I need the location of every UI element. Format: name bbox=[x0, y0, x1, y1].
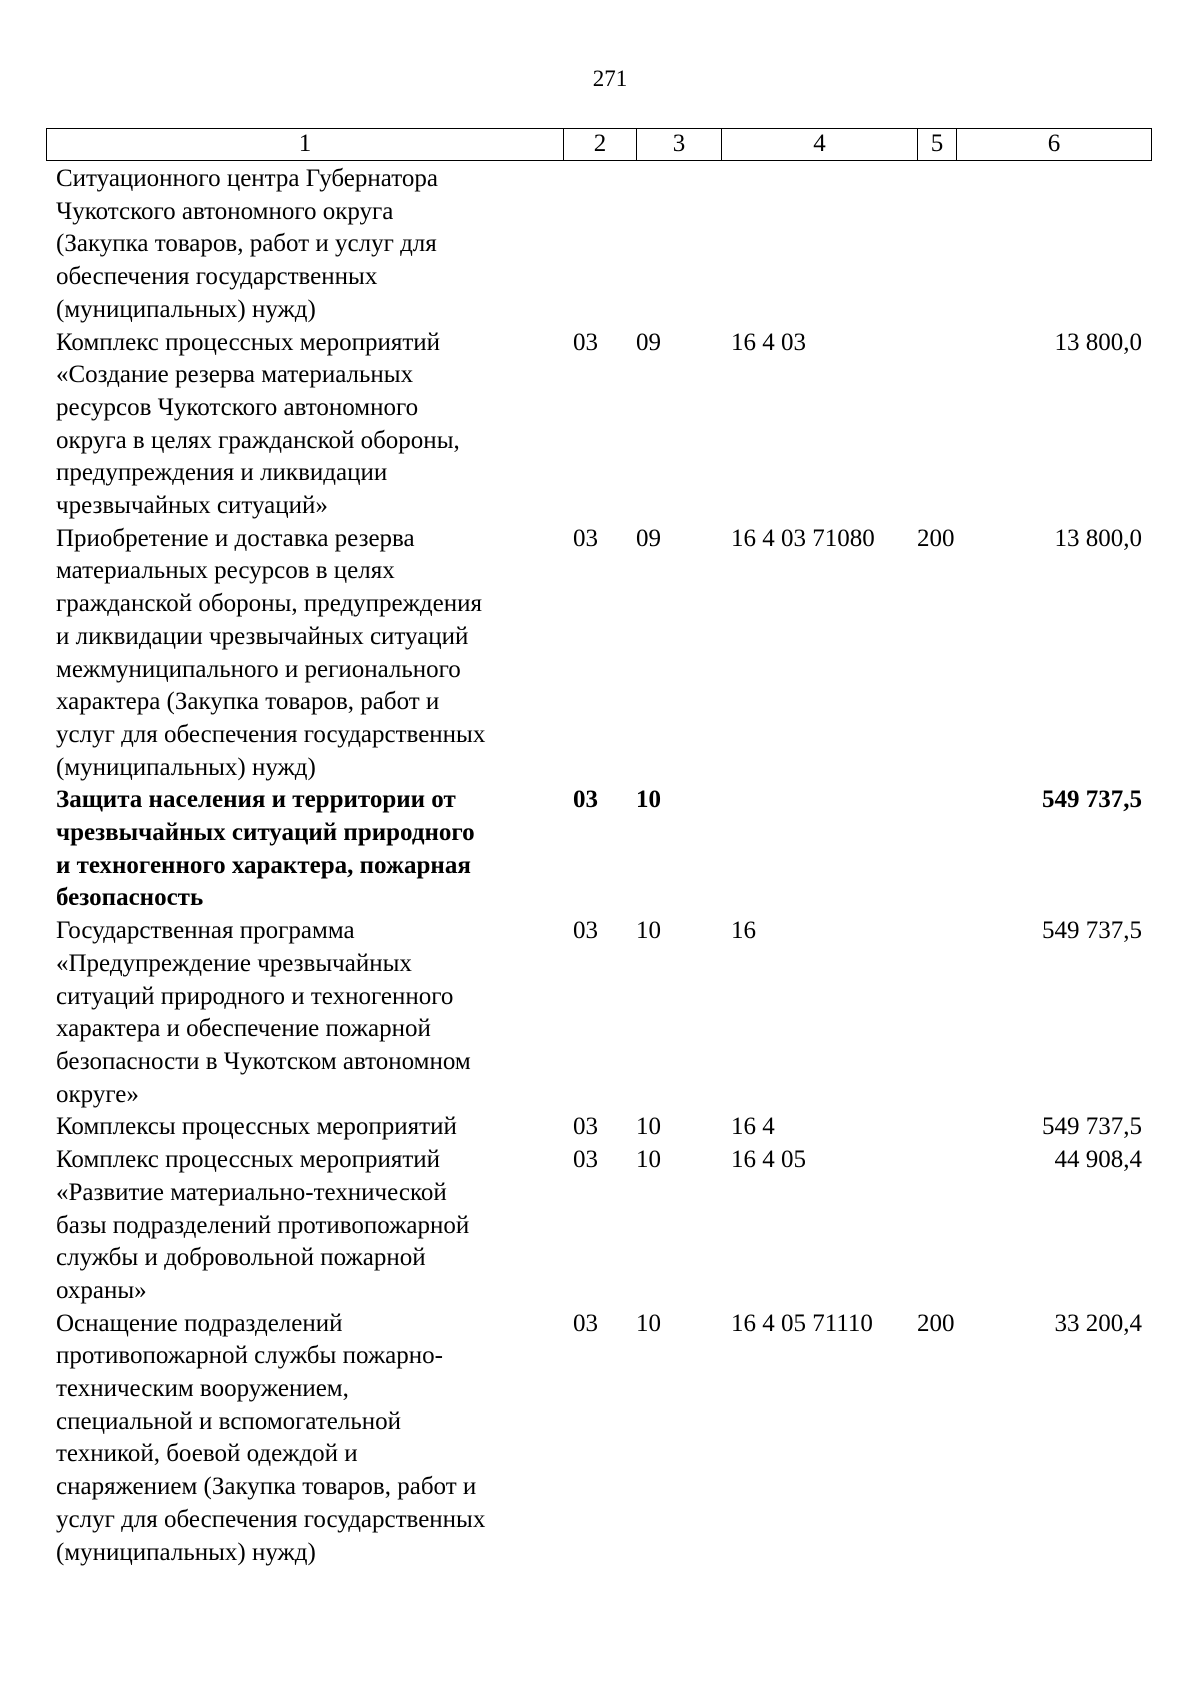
table-row bbox=[46, 784, 1152, 915]
target-article-code bbox=[721, 163, 917, 327]
description-line: и техногенного характера, пожарная bbox=[56, 851, 471, 879]
table-row bbox=[46, 523, 1152, 785]
expense-type-code bbox=[917, 915, 979, 1111]
description-line: безопасности в Чукотском автономном bbox=[56, 1047, 471, 1075]
description-line: Комплекс процессных мероприятий bbox=[56, 328, 441, 356]
amount: 33 200,4 bbox=[1054, 1309, 1142, 1337]
amount bbox=[979, 163, 1152, 327]
row-description bbox=[46, 327, 563, 523]
description-line: характера и обеспечение пожарной bbox=[56, 1015, 431, 1043]
description-line: службы и добровольной пожарной bbox=[56, 1244, 426, 1272]
subsection-code bbox=[636, 163, 721, 327]
row-description bbox=[46, 915, 563, 1111]
subsection-code: 10 bbox=[636, 917, 661, 945]
description-line: «Предупреждение чрезвычайных bbox=[56, 949, 412, 977]
description-line: Чукотского автономного округа bbox=[56, 197, 394, 225]
description-line: (муниципальных) нужд) bbox=[56, 753, 316, 781]
section-code: 03 bbox=[573, 1309, 598, 1337]
expense-type-code bbox=[917, 327, 979, 523]
description-line: Государственная программа bbox=[56, 917, 355, 945]
subsection-code: 10 bbox=[636, 1309, 661, 1337]
description-line: округа в целях гражданской обороны, bbox=[56, 426, 460, 454]
description-line: Комплекс процессных мероприятий bbox=[56, 1146, 441, 1174]
description-line: техническим вооружением, bbox=[56, 1375, 349, 1403]
amount: 13 800,0 bbox=[1054, 524, 1142, 552]
row-description bbox=[46, 523, 563, 785]
target-article-code: 16 4 bbox=[731, 1113, 775, 1141]
description-line: ресурсов Чукотского автономного bbox=[56, 393, 419, 421]
description-line: предупреждения и ликвидации bbox=[56, 459, 388, 487]
description-line: противопожарной службы пожарно- bbox=[56, 1342, 443, 1370]
table-row bbox=[46, 1144, 1152, 1308]
table-header bbox=[46, 128, 1152, 161]
target-article-code: 16 4 05 bbox=[731, 1146, 806, 1174]
expense-type-code: 200 bbox=[917, 1309, 955, 1337]
amount: 44 908,4 bbox=[1054, 1146, 1142, 1174]
description-line: Защита населения и территории от bbox=[56, 786, 456, 814]
table-body bbox=[46, 163, 1152, 1569]
description-line: чрезвычайных ситуаций природного bbox=[56, 819, 475, 847]
description-line: услуг для обеспечения государственных bbox=[56, 720, 486, 748]
description-line: обеспечения государственных bbox=[56, 263, 378, 291]
page-number: 271 bbox=[592, 66, 628, 91]
description-line: межмуниципального и регионального bbox=[56, 655, 461, 683]
description-line: (муниципальных) нужд) bbox=[56, 295, 316, 323]
subsection-code: 09 bbox=[636, 524, 661, 552]
amount: 549 737,5 bbox=[1042, 917, 1142, 945]
description-line: округе» bbox=[56, 1080, 139, 1108]
section-code: 03 bbox=[573, 786, 598, 814]
description-line: Оснащение подразделений bbox=[56, 1309, 343, 1337]
expense-type-code bbox=[917, 163, 979, 327]
target-article-code: 16 4 03 71080 bbox=[731, 524, 875, 552]
expense-type-code bbox=[917, 1144, 979, 1308]
section-code: 03 bbox=[573, 917, 598, 945]
table-row bbox=[46, 1111, 1152, 1144]
subsection-code: 10 bbox=[636, 1146, 661, 1174]
description-line: «Создание резерва материальных bbox=[56, 361, 414, 389]
description-line: охраны» bbox=[56, 1276, 147, 1304]
expense-type-code bbox=[917, 784, 979, 915]
header-col-1: 1 bbox=[47, 129, 564, 160]
expense-type-code: 200 bbox=[917, 524, 955, 552]
expense-type-code bbox=[917, 1111, 979, 1144]
table-row bbox=[46, 327, 1152, 523]
description-line: базы подразделений противопожарной bbox=[56, 1211, 470, 1239]
header-col-6: 6 bbox=[1047, 130, 1061, 157]
description-line: техникой, боевой одеждой и bbox=[56, 1440, 358, 1468]
amount: 549 737,5 bbox=[1042, 1113, 1142, 1141]
description-line: услуг для обеспечения государственных bbox=[56, 1505, 486, 1533]
row-description bbox=[46, 1308, 563, 1570]
description-line: характера (Закупка товаров, работ и bbox=[56, 688, 440, 716]
description-line: ситуаций природного и техногенного bbox=[56, 982, 454, 1010]
target-article-code: 16 4 03 bbox=[731, 328, 806, 356]
row-description bbox=[46, 163, 563, 327]
row-description bbox=[46, 1111, 563, 1144]
header-col-4: 4 bbox=[722, 129, 918, 160]
subsection-code: 10 bbox=[636, 1113, 661, 1141]
description-line: Комплексы процессных мероприятий bbox=[56, 1113, 457, 1141]
table-row bbox=[46, 1308, 1152, 1570]
header-col-3: 3 bbox=[637, 129, 722, 160]
row-description bbox=[46, 1144, 563, 1308]
table-row bbox=[46, 163, 1152, 327]
section-code: 03 bbox=[573, 524, 598, 552]
description-line: «Развитие материально-технической bbox=[56, 1178, 447, 1206]
amount: 13 800,0 bbox=[1054, 328, 1142, 356]
description-line: (Закупка товаров, работ и услуг для bbox=[56, 230, 437, 258]
subsection-code: 10 bbox=[636, 786, 661, 814]
description-line: специальной и вспомогательной bbox=[56, 1407, 401, 1435]
description-line: безопасность bbox=[56, 884, 204, 912]
section-code: 03 bbox=[573, 328, 598, 356]
target-article-code: 16 bbox=[731, 917, 756, 945]
section-code bbox=[563, 163, 636, 327]
header-col-5: 5 bbox=[918, 129, 957, 160]
header-col-2: 2 bbox=[564, 129, 637, 160]
amount: 549 737,5 bbox=[1042, 786, 1142, 814]
description-line: Ситуационного центра Губернатора bbox=[56, 165, 438, 192]
row-description bbox=[46, 784, 563, 915]
section-code: 03 bbox=[573, 1113, 598, 1141]
subsection-code: 09 bbox=[636, 328, 661, 356]
section-code: 03 bbox=[573, 1146, 598, 1174]
table-row bbox=[46, 915, 1152, 1111]
description-line: гражданской обороны, предупреждения bbox=[56, 590, 483, 618]
description-line: Приобретение и доставка резерва bbox=[56, 524, 415, 552]
description-line: материальных ресурсов в целях bbox=[56, 557, 395, 585]
target-article-code: 16 4 05 71110 bbox=[731, 1309, 873, 1337]
description-line: чрезвычайных ситуаций» bbox=[56, 492, 328, 520]
target-article-code bbox=[721, 784, 917, 915]
description-line: снаряжением (Закупка товаров, работ и bbox=[56, 1473, 477, 1501]
description-line: (муниципальных) нужд) bbox=[56, 1538, 316, 1566]
description-line: и ликвидации чрезвычайных ситуаций bbox=[56, 622, 469, 650]
